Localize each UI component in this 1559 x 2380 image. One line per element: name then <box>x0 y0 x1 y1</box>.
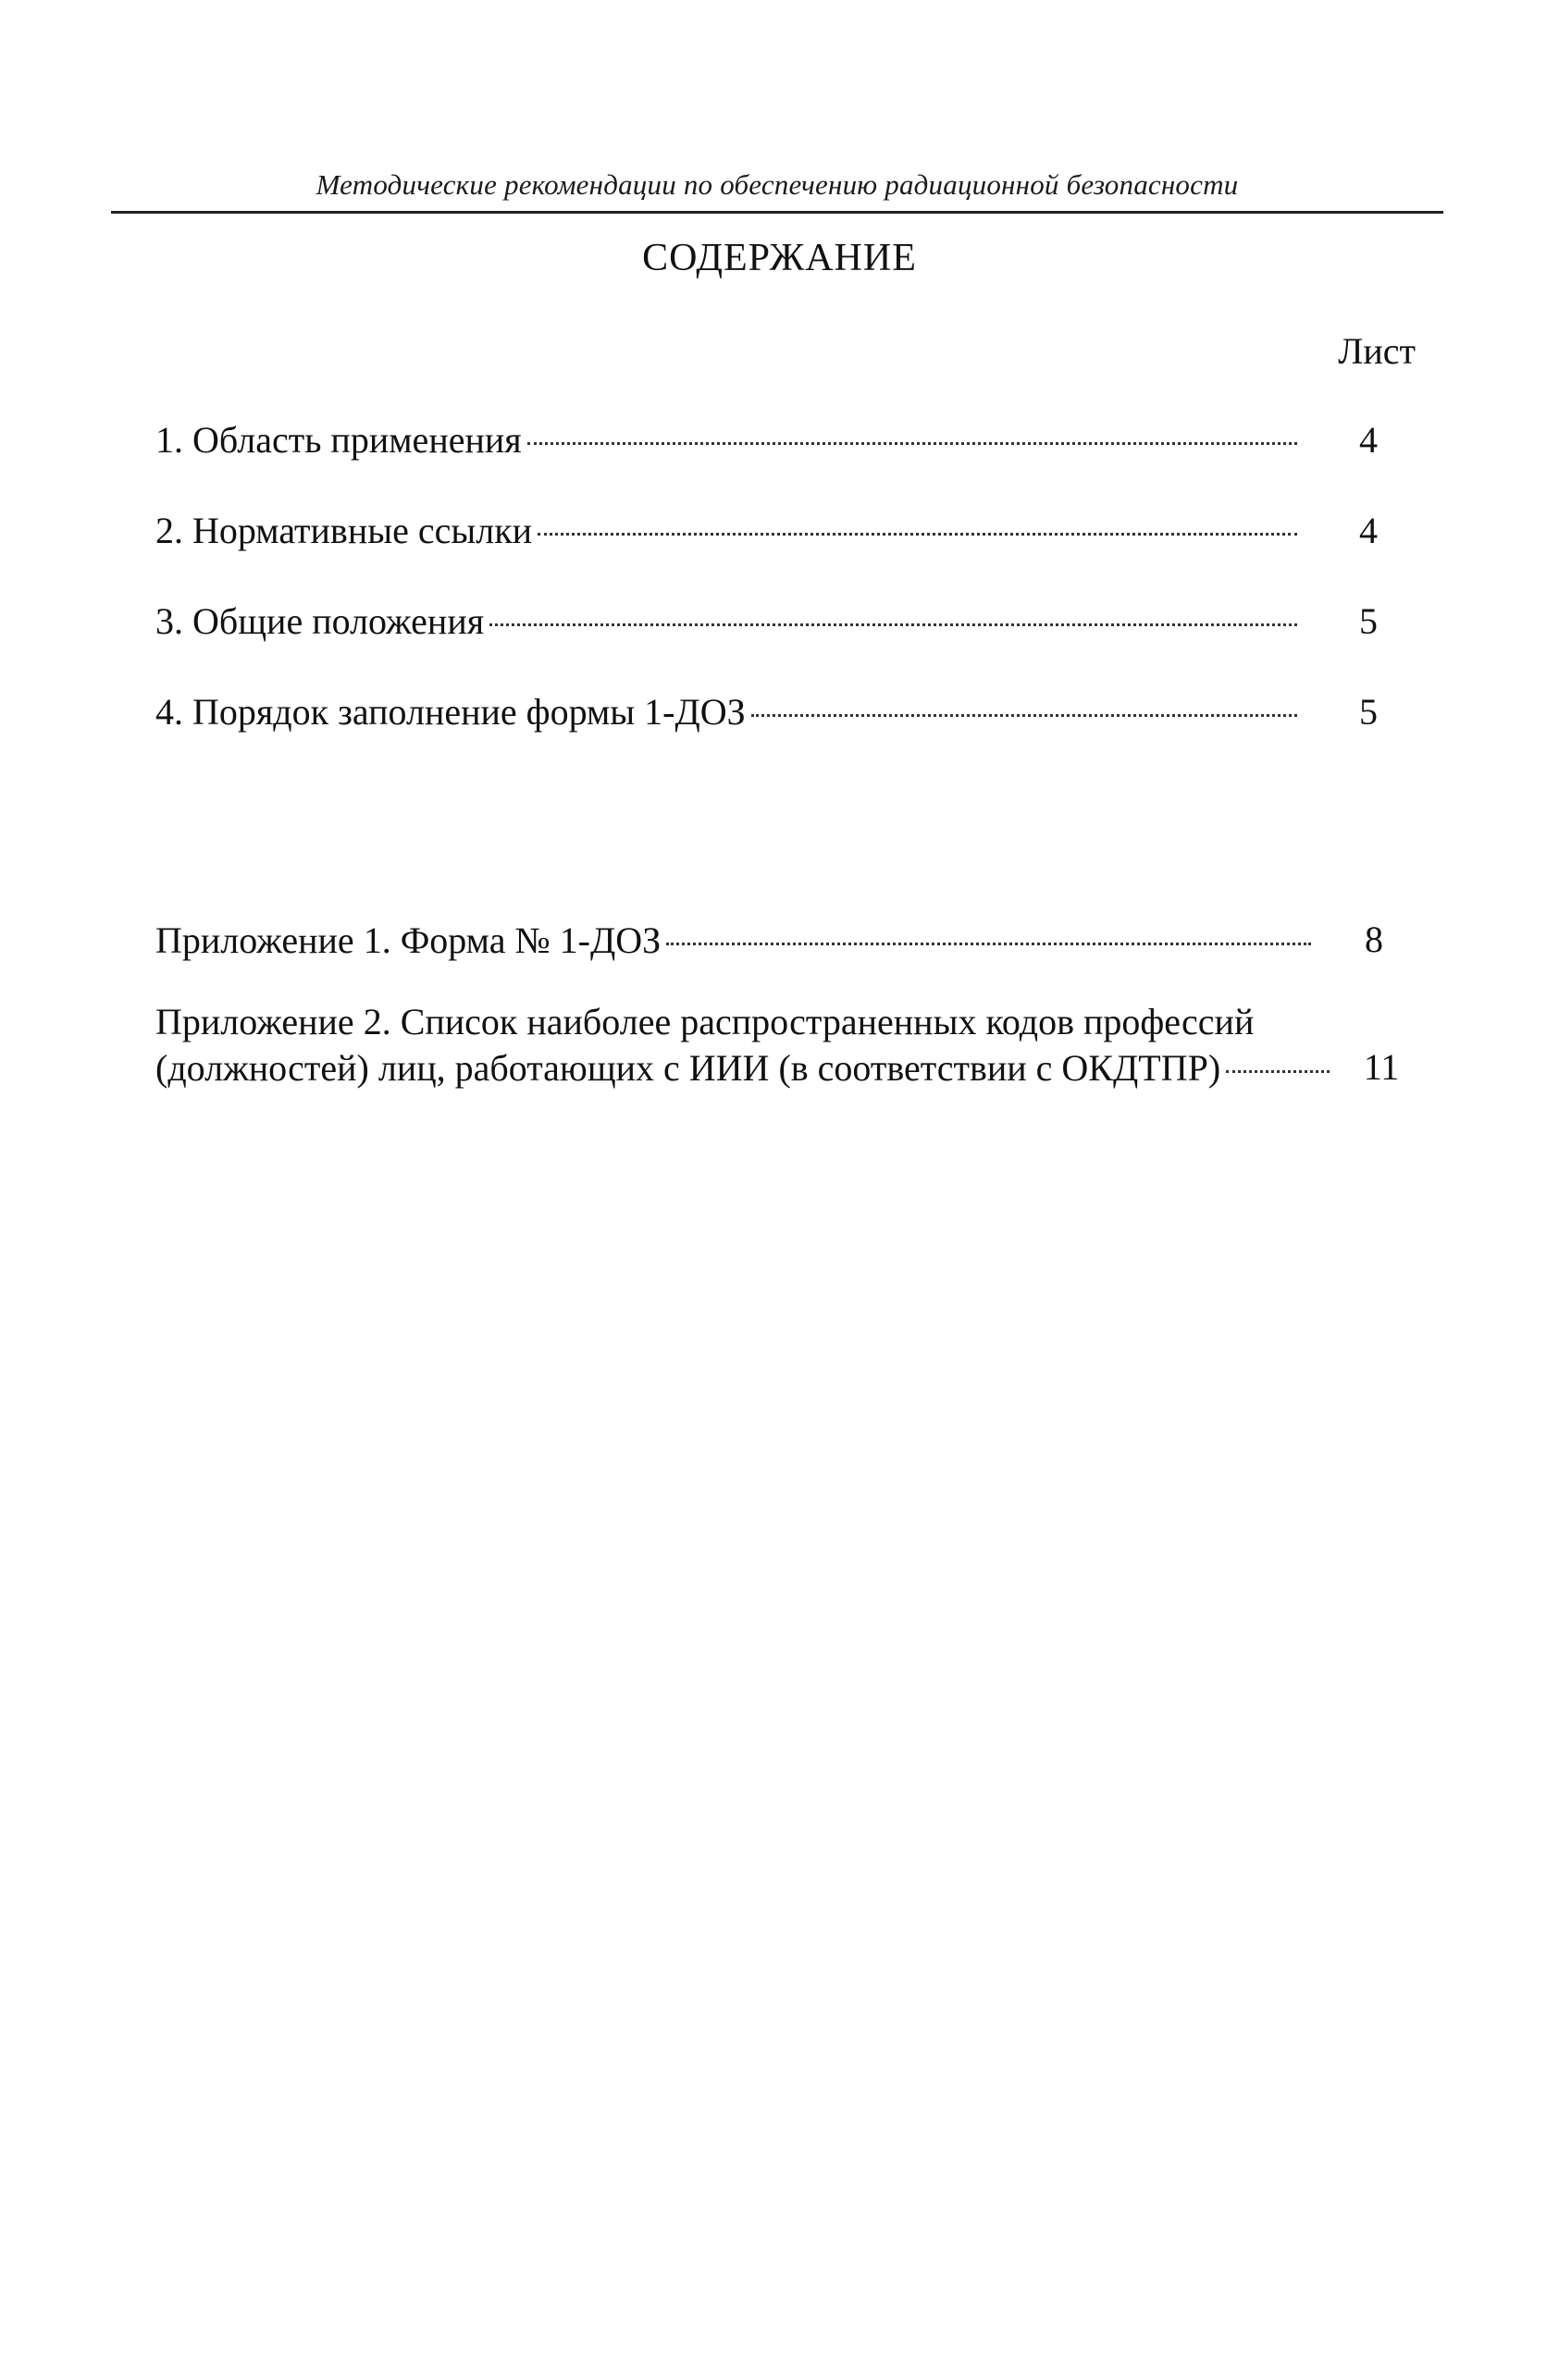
dot-leader <box>666 943 1311 945</box>
toc-entry[interactable] <box>155 418 1303 462</box>
appendix-entry[interactable] <box>155 999 1335 1091</box>
dot-leader <box>538 533 1297 536</box>
toc-entry-text: 3. Общие положения <box>155 600 485 642</box>
dot-leader <box>527 442 1297 445</box>
appendix-text: Приложение 2. Список наиболее распространенных кодов профессий <box>155 1001 1255 1042</box>
toc-entry[interactable] <box>155 690 1303 734</box>
toc-entry[interactable] <box>155 509 1303 552</box>
appendix-entry[interactable] <box>155 918 1317 964</box>
header-rule <box>111 211 1443 214</box>
appendix-line <box>155 918 1317 964</box>
appendix-text: Приложение 1. Форма № 1-ДОЗ <box>155 919 662 961</box>
toc-entry-page: 4 <box>1359 419 1378 461</box>
sheet-column-label: Лист <box>1338 330 1416 372</box>
toc-entry-text: 4. Порядок заполнение формы 1-ДОЗ <box>155 691 746 733</box>
appendix-page: 8 <box>1365 919 1383 960</box>
toc-entry-text: 1. Область применения <box>155 419 522 461</box>
appendix-page: 11 <box>1363 1046 1400 1088</box>
toc-title: СОДЕРЖАНИЕ <box>642 237 917 279</box>
toc-entry-text: 2. Нормативные ссылки <box>155 510 533 551</box>
dot-leader <box>489 623 1297 626</box>
toc-entry-page: 4 <box>1359 510 1378 551</box>
appendix-line <box>155 999 1335 1045</box>
dot-leader <box>1226 1070 1330 1073</box>
toc-entry[interactable] <box>155 599 1303 643</box>
running-header: Методические рекомендации по обеспечению радиационной безопасности <box>316 168 1239 201</box>
dot-leader <box>751 714 1297 717</box>
toc-entry-page: 5 <box>1359 600 1378 642</box>
appendix-line <box>155 1045 1335 1091</box>
toc-entry-page: 5 <box>1359 691 1378 733</box>
appendix-text: (должностей) лиц, работающих с ИИИ (в соответствии с ОКДТПР) <box>155 1047 1221 1089</box>
